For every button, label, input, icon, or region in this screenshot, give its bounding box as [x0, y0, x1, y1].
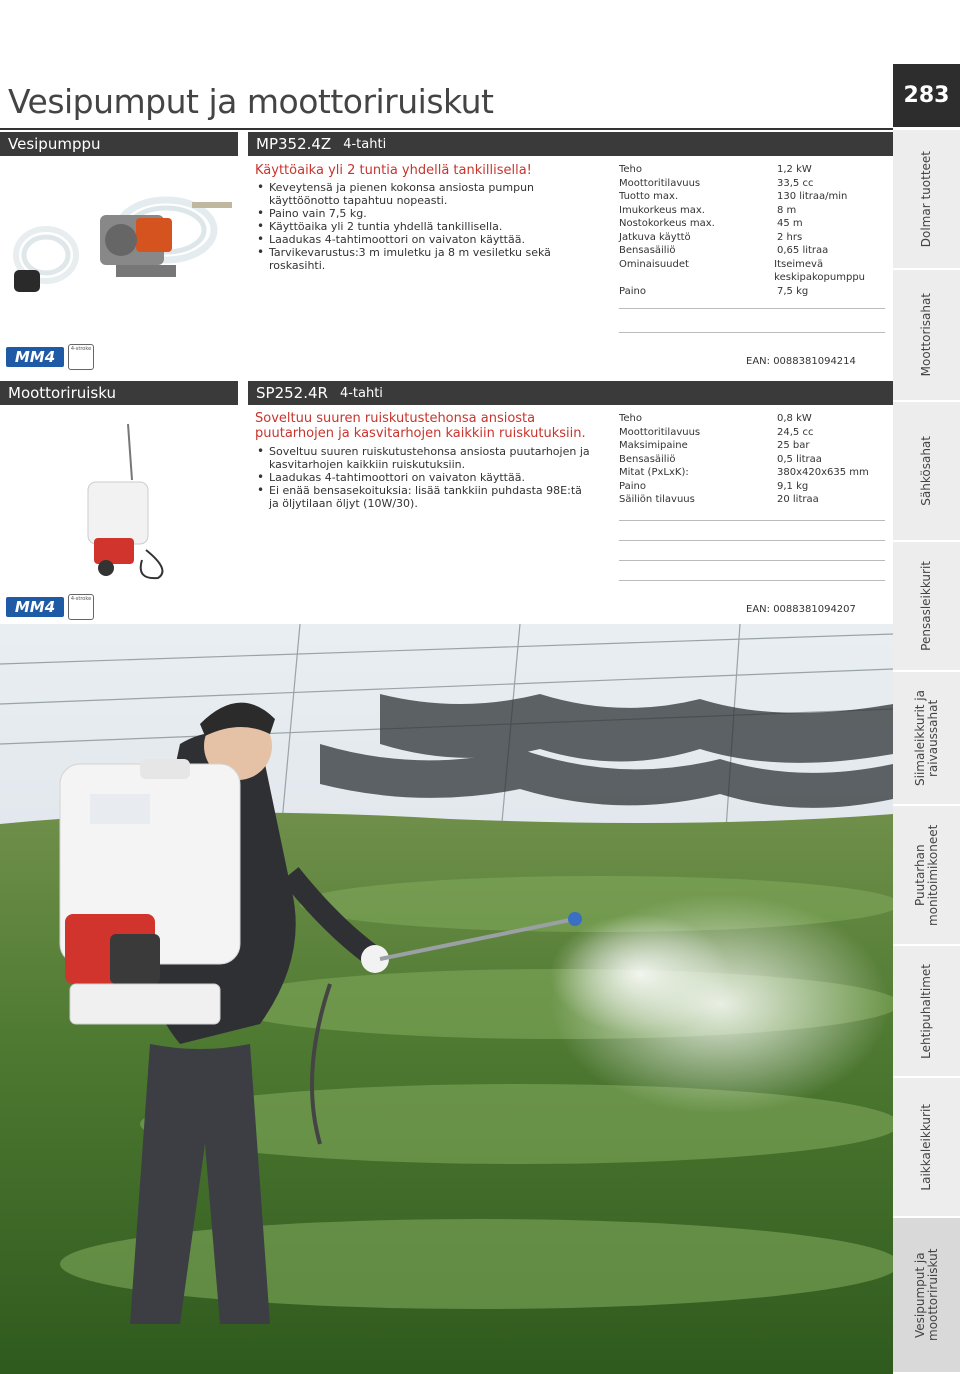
sidebar-item-pumps-sprayers[interactable]: Vesipumput ja moottoriruiskut	[893, 1218, 960, 1374]
mm4-badge-pump	[6, 344, 94, 370]
spec-row: Nostokorkeus max. 45 m	[619, 218, 803, 229]
spec-row: Bensasäiliö 0,65 litraa	[619, 245, 829, 256]
spec-row: Teho 0,8 kW	[619, 413, 812, 424]
category-label: Moottoriruisku	[8, 384, 116, 402]
category-label: Vesipumppu	[8, 135, 101, 153]
category-sidebar	[893, 130, 960, 1374]
pump-ean: EAN: 0088381094214	[746, 356, 856, 367]
list-item: • Keveytensä ja pienen kokonsa ansiosta pumpun käyttöönotto tapahtuu nopeasti.	[255, 181, 605, 207]
page-number: 283	[893, 64, 960, 127]
sidebar-item-hedge-trimmers[interactable]: Pensasleikkurit	[893, 542, 960, 672]
list-item: • Soveltuu suuren ruiskutustehonsa ansiosta puutarhojen ja kasvitarhojen kaikkiin ruiskutuksiin.	[255, 445, 595, 471]
spec-divider	[619, 560, 885, 561]
page-title: Vesipumput ja moottoriruiskut	[8, 82, 494, 121]
model-name: SP252.4R	[256, 384, 328, 402]
model-name: MP352.4Z	[256, 135, 332, 153]
spec-row: Moottoritilavuus 33,5 cc	[619, 177, 814, 189]
spec-row: Moottoritilavuus 24,5 cc	[619, 426, 814, 438]
spec-row: Tuotto max. 130 litraa/min	[619, 191, 848, 202]
sidebar-item-trimmers[interactable]: Siimaleikkurit ja raivaussahat	[893, 672, 960, 806]
sidebar-item-multitools[interactable]: Puutarhan monitoimikoneet	[893, 806, 960, 946]
spec-row: Säiliön tilavuus 20 litraa	[619, 494, 819, 505]
sidebar-item-blowers[interactable]: Lehtipuhaltimet	[893, 946, 960, 1078]
sidebar-item-cut-off-saws[interactable]: Laikkaleikkurit	[893, 1078, 960, 1218]
list-item: • Paino vain 7,5 kg.	[255, 207, 605, 220]
mm4-logo: MM4	[6, 597, 64, 617]
sidebar-item-chainsaws[interactable]: Moottorisahat	[893, 270, 960, 402]
sidebar-item-electric-saws[interactable]: Sähkösahat	[893, 402, 960, 542]
spec-divider	[619, 332, 885, 333]
spec-divider	[619, 580, 885, 581]
sprayer-feature-list	[255, 445, 595, 510]
fuel-icon: 4-stroke	[68, 344, 94, 370]
spec-divider	[619, 520, 885, 521]
fuel-icon: 4-stroke	[68, 594, 94, 620]
spec-divider	[619, 308, 885, 309]
sprayer-image	[76, 420, 176, 582]
sprayer-specs	[619, 412, 879, 507]
category-bar-pump	[0, 132, 238, 156]
category-bar-sprayer	[0, 381, 238, 405]
list-item: • Laadukas 4-tahtimoottori on vaivaton käyttää.	[255, 471, 595, 484]
sprayer-headline: Soveltuu suuren ruiskutustehonsa ansiosta puutarhojen ja kasvitarhojen kaikkiin ruiskutuksiin.	[255, 411, 586, 441]
pump-specs	[619, 163, 879, 298]
list-item: • Ei enää bensasekoituksia: lisää tankkiin puhdasta 98E:tä ja öljytilaan öljyt (10W/30).	[255, 484, 595, 510]
spec-row: Imukorkeus max. 8 m	[619, 204, 797, 216]
water-pump-image	[6, 160, 232, 310]
model-bar-sprayer	[248, 381, 893, 405]
stroke-label: 4-tahti	[343, 136, 387, 152]
spec-row: Paino 9,1 kg	[619, 480, 809, 492]
spec-row: Jatkuva käyttö 2 hrs	[619, 231, 803, 243]
spec-divider	[619, 540, 885, 541]
spec-row: Ominaisuudet Itseimevä keskipakopumppu	[619, 258, 866, 283]
list-item: • Laadukas 4-tahtimoottori on vaivaton käyttää.	[255, 233, 605, 246]
list-item: • Tarvikevarustus:3 m imuletku ja 8 m vesiletku sekä roskasihti.	[255, 246, 605, 272]
sprayer-in-use-photo	[0, 624, 893, 1374]
spec-row: Maksimipaine 25 bar	[619, 440, 810, 451]
spec-row: Paino 7,5 kg	[619, 285, 809, 297]
list-item: • Käyttöaika yli 2 tuntia yhdellä tankillisella.	[255, 220, 605, 233]
mm4-badge-sprayer	[6, 594, 94, 620]
spec-row: Bensasäiliö 0,5 litraa	[619, 453, 822, 465]
mm4-logo: MM4	[6, 347, 64, 367]
spec-row: Mitat (PxLxK): 380x420x635 mm	[619, 467, 869, 478]
model-bar-pump	[248, 132, 893, 156]
pump-headline: Käyttöaika yli 2 tuntia yhdellä tankillisella!	[255, 163, 532, 178]
title-rule	[0, 128, 893, 130]
stroke-label: 4-tahti	[339, 385, 383, 401]
sidebar-item-dolmar[interactable]: Dolmar tuotteet	[893, 130, 960, 270]
spec-row: Teho 1,2 kW	[619, 164, 812, 175]
pump-feature-list	[255, 181, 605, 272]
sprayer-ean: EAN: 0088381094207	[746, 604, 856, 615]
